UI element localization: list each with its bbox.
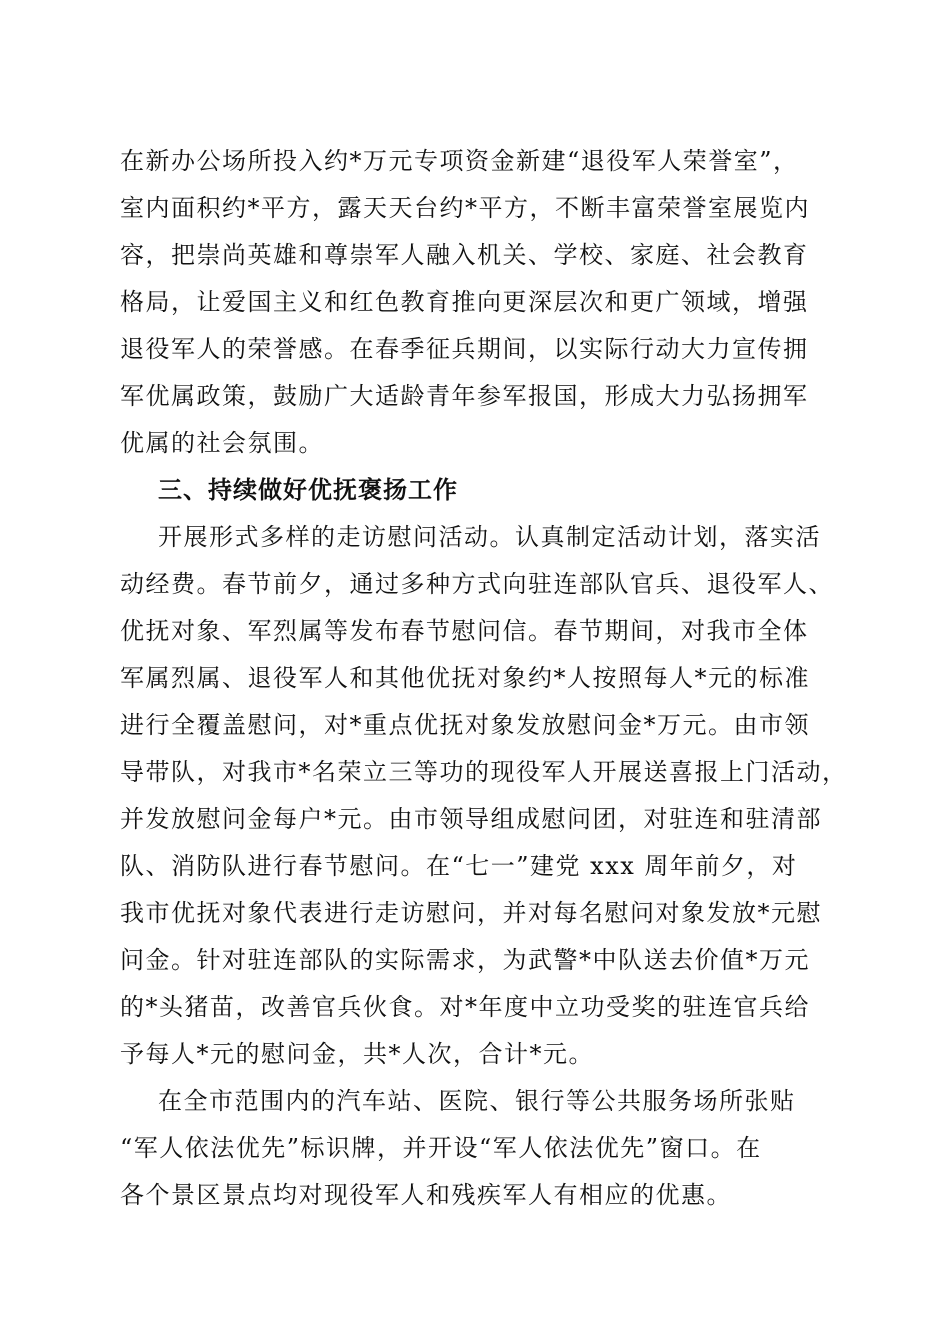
paragraph-priority-services: [120, 1078, 830, 1219]
paragraph-honor-room: [120, 138, 830, 467]
document-body: [120, 138, 848, 1219]
text-line: 在新办公场所投入约*万元专项资金新建“退役军人荣誉室”，: [120, 147, 799, 175]
text-line: 进行全覆盖慰问，对*重点优抚对象发放慰问金*万元。由市领: [120, 711, 810, 739]
text-line: 的*头猪苗，改善官兵伙食。对*年度中立功受奖的驻连官兵给: [120, 993, 810, 1021]
text-line: 动经费。春节前夕，通过多种方式向驻连部队官兵、退役军人、: [120, 570, 834, 598]
text-line: 我市优抚对象代表进行走访慰问，并对每名慰问对象发放*元慰: [120, 899, 822, 927]
text-line: 各个景区景点均对现役军人和残疾军人有相应的优惠。: [120, 1181, 732, 1209]
text-line: 优抚对象、军烈属等发布春节慰问信。春节期间，对我市全体: [120, 617, 809, 645]
text-line: 军优属政策，鼓励广大适龄青年参军报国，形成大力弘扬拥军: [120, 382, 809, 410]
paragraph-visits: [120, 514, 848, 1078]
text-line: 在全市范围内的汽车站、医院、银行等公共服务场所张贴: [158, 1087, 796, 1115]
section-heading: 三、持续做好优抚褒扬工作: [158, 476, 458, 504]
text-line: 问金。针对驻连部队的实际需求，为武警*中队送去价值*万元: [120, 946, 810, 974]
text-line: 予每人*元的慰问金，共*人次，合计*元。: [120, 1040, 594, 1068]
text-line: 优属的社会氛围。: [120, 429, 324, 457]
text-line: “军人依法优先”标识牌，并开设“军人依法优先”窗口。在: [120, 1134, 762, 1162]
text-line: 格局，让爱国主义和红色教育推向更深层次和更广领域，增强: [120, 288, 809, 316]
text-line: 开展形式多样的走访慰问活动。认真制定活动计划，落实活: [158, 523, 821, 551]
text-line: 退役军人的荣誉感。在春季征兵期间，以实际行动大力宣传拥: [120, 335, 809, 363]
text-line: 导带队，对我市*名荣立三等功的现役军人开展送喜报上门活动，: [120, 758, 848, 786]
text-line: 队、消防队进行春节慰问。在“七一”建党 xxx 周年前夕，对: [120, 852, 798, 880]
text-line: 容，把崇尚英雄和尊崇军人融入机关、学校、家庭、社会教育: [120, 241, 809, 269]
text-line: 军属烈属、退役军人和其他优抚对象约*人按照每人*元的标准: [120, 664, 810, 692]
text-line: 室内面积约*平方，露天天台约*平方，不断丰富荣誉室展览内: [120, 194, 810, 222]
text-line: 并发放慰问金每户*元。由市领导组成慰问团，对驻连和驻清部: [120, 805, 822, 833]
